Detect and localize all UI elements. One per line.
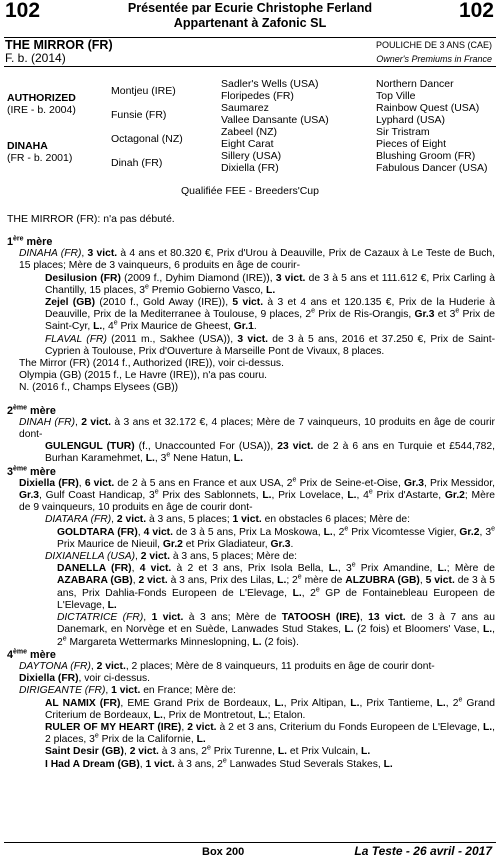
family-entry: DIRIGEANTE (FR), 1 vict. en France; Mère de: (19, 685, 236, 697)
family-entry: AL NAMIX (FR), EME Grand Prix de Bordeaux, L., Prix Altipan, L., Prix Tantieme, L., 2e Grand Criterium de Bordeaux, L., Prix de Montretout, L.; Etalon. (45, 696, 496, 721)
family-entry: DINAH (FR), 2 vict. à 3 ans et 32.172 €, 4 places; Mère de 7 vainqueurs, 10 produits en âge de courir dont- (19, 416, 495, 441)
sire-info: (IRE - b. 2004) (7, 104, 76, 116)
pedigree-gen4: Pieces of Eight (376, 138, 447, 150)
family-entry: Desilusion (FR) (2009 f., Dyhim Diamond (IRE)), 3 vict. de 3 à 5 ans et 111.612 €, Prix Carling à Chantilly, 15 places, 3e Premio Gobierno Vasco, L. (45, 272, 496, 296)
pedigree-gen3: Dixiella (FR) (221, 162, 279, 174)
lot-number-left: 102 (5, 0, 41, 22)
pedigree-gen4: Sir Tristram (376, 126, 430, 138)
pedigree-gen3: Zabeel (NZ) (221, 126, 278, 138)
pedigree-table (0, 79, 500, 179)
second-dam-heading: 2ème mère (7, 404, 56, 417)
horse-name: THE MIRROR (FR) (5, 38, 113, 52)
family-entry: The Mirror (FR) (2014 f., Authorized (IRE)), voir ci-dessus. (19, 358, 284, 370)
family-entry: Dixiella (FR), voir ci-dessus. (19, 673, 151, 685)
family-entry: Zejel (GB) (2010 f., Gold Away (IRE)), 5 vict. à 3 et 4 ans et 120.135 €, Prix de la Huderie à Deauville, Prix de la Mediterranee à Toulouse, 9 places, 2e Prix de Ris-Orangis, Gr.3 et 3e Prix de Saint-Cyr, L., 4e Prix Maurice de Gheest, Gr.1. (45, 297, 495, 333)
pedigree-gen3: Saumarez (221, 102, 269, 114)
family-entry: DIATARA (FR), 2 vict. à 3 ans, 5 places; 1 vict. en obstacles 6 places; Mère de: (45, 514, 410, 526)
fourth-dam-heading: 4ème mère (7, 648, 56, 661)
family-entry: DAYTONA (FR), 2 vict., 2 places; Mère de 8 vainqueurs, 11 produits en âge de courir dont- (19, 660, 435, 672)
pedigree-gen3: Sadler's Wells (USA) (221, 78, 319, 90)
owner-line: Appartenant à Zafonic SL (173, 16, 327, 30)
pedigree-gen4: Northern Dancer (376, 78, 454, 90)
qualification-note: Qualifiée FEE - Breeders'Cup (181, 185, 319, 197)
pedigree-gen4: Fabulous Dancer (USA) (376, 162, 488, 174)
family-entry: Saint Desir (GB), 2 vict. à 3 ans, 2e Prix Turenne, L. et Prix Vulcain, L. (45, 744, 371, 758)
family-entry: Dixiella (FR), 6 vict. de 2 à 5 ans en France et aux USA, 2e Prix de Seine-et-Oise, Gr.3, Prix Messidor, Gr.3, Gulf Coast Handicap, 3e Prix des Sablonnets, L., Prix Lovelace, L., 4e Prix d'Astarte, Gr.2; Mère de 9 vainqueurs, 10 produits en âge de courir dont- (19, 476, 495, 514)
sale-place-date: La Teste - 26 avril - 2017 (354, 844, 492, 858)
pedigree-gen3: Floripedes (FR) (221, 90, 294, 102)
pedigree-gen2: Montjeu (IRE) (111, 85, 176, 97)
lot-number-right: 102 (458, 0, 494, 22)
pedigree-gen3: Sillery (USA) (221, 150, 282, 162)
pedigree-gen3: Vallee Dansante (USA) (221, 114, 329, 126)
pedigree-gen2: Funsie (FR) (111, 109, 167, 121)
family-entry: I Had A Dream (GB), 1 vict. à 3 ans, 2e Lanwades Stud Severals Stakes, L. (45, 757, 393, 770)
family-entry: GOLDTARA (FR), 4 vict. de 3 à 5 ans, Prix La Moskowa, L., 2e Prix Vicomtesse Vigier, Gr.2, 3e Prix Maurice de Nieuil, Gr.2 et Prix Gladiateur, Gr.3. (57, 525, 495, 550)
family-record (7, 236, 495, 771)
owner-premiums: Owner's Premiums in France (376, 54, 492, 64)
racing-record: THE MIRROR (FR): n'a pas débuté. (7, 213, 175, 225)
dam-name: DINAHA (7, 140, 48, 152)
family-entry: FLAVAL (FR) (2011 m., Sakhee (USA)), 3 vict. de 3 à 5 ans, 2016 et 37.250 €, Prix de Saint-Cyprien à Toulouse, Prix d'Ouverture à Marseille Pont de Vivaux, 8 places. (45, 333, 496, 357)
pedigree-gen4: Lyphard (USA) (376, 114, 446, 126)
family-entry: DANELLA (FR), 4 vict. à 2 et 3 ans, Prix Isola Bella, L., 3e Prix Amandine, L.; Mère de AZABARA (GB), 2 vict. à 3 ans, Prix des Lilas, L.; 2e mère de ALZUBRA (GB), 5 vict. de 3 à 5 ans, Prix Dahlia-Fonds Europeen de L'Elevage, L., 2e GP de Fontainebleau Europeen de L'Elevage, L. (57, 561, 496, 611)
family-entry: Olympia (GB) (2015 f., Le Havre (IRE)), n'a pas couru. (19, 370, 268, 382)
pedigree-gen4: Top Ville (376, 90, 416, 102)
pedigree-gen2: Dinah (FR) (111, 157, 163, 169)
family-entry: DICTATRICE (FR), 1 vict. à 3 ans; Mère de TATOOSH (IRE), 13 vict. de 3 à 7 ans au Danemark, en Norvège et en Suède, Lanwades Stud Stakes, L. (2 fois) et Bloomers' Vase, L., 2e Margareta Wettermarks Minneslopning, L. (2 fois). (57, 612, 495, 648)
pedigree-gen4: Blushing Groom (FR) (376, 150, 476, 162)
horse-color-year: F. b. (2014) (5, 51, 66, 65)
family-entry: RULER OF MY HEART (IRE), 2 vict. à 2 et 3 ans, Criterium du Fonds Europeen de L'Elevage, L., 2 places, 3e Prix de la Californie, L. (45, 721, 495, 746)
dam-info: (FR - b. 2001) (7, 152, 73, 164)
sire-name: AUTHORIZED (7, 92, 76, 104)
family-entry: GULENGUL (TUR) (f., Unaccounted For (USA)), 23 vict. de 2 à 6 ans en Turquie et £544,782, Burhan Karamehmet, L., 3e Nene Hatun, L. (45, 441, 495, 465)
pedigree-gen4: Rainbow Quest (USA) (376, 102, 480, 114)
box-number: Box 200 (202, 846, 245, 858)
family-entry: DIXIANELLA (USA), 2 vict. à 3 ans, 5 places; Mère de: (45, 551, 298, 563)
first-dam-heading: 1ère mère (7, 235, 53, 248)
sex-age: POULICHE DE 3 ANS (CAE) (375, 40, 492, 50)
family-entry: N. (2016 f., Champs Elysees (GB)) (19, 382, 179, 394)
pedigree-gen3: Eight Carat (221, 138, 274, 150)
pedigree-gen2: Octagonal (NZ) (111, 133, 183, 145)
catalogue-header (0, 0, 500, 36)
page-footer (0, 842, 500, 862)
third-dam-heading: 3ème mère (7, 465, 56, 478)
family-entry: DINAHA (FR), 3 vict. à 4 ans et 80.320 €, Prix d'Urou à Deauville, Prix de Cazaux à Le Teste de Buch, 15 places; Mère de 3 vainqueurs, 6 produits en âge de courir- (19, 248, 495, 272)
consignor-line: Présentée par Ecurie Christophe Ferland (127, 1, 373, 15)
pedigree-divider (4, 66, 496, 67)
